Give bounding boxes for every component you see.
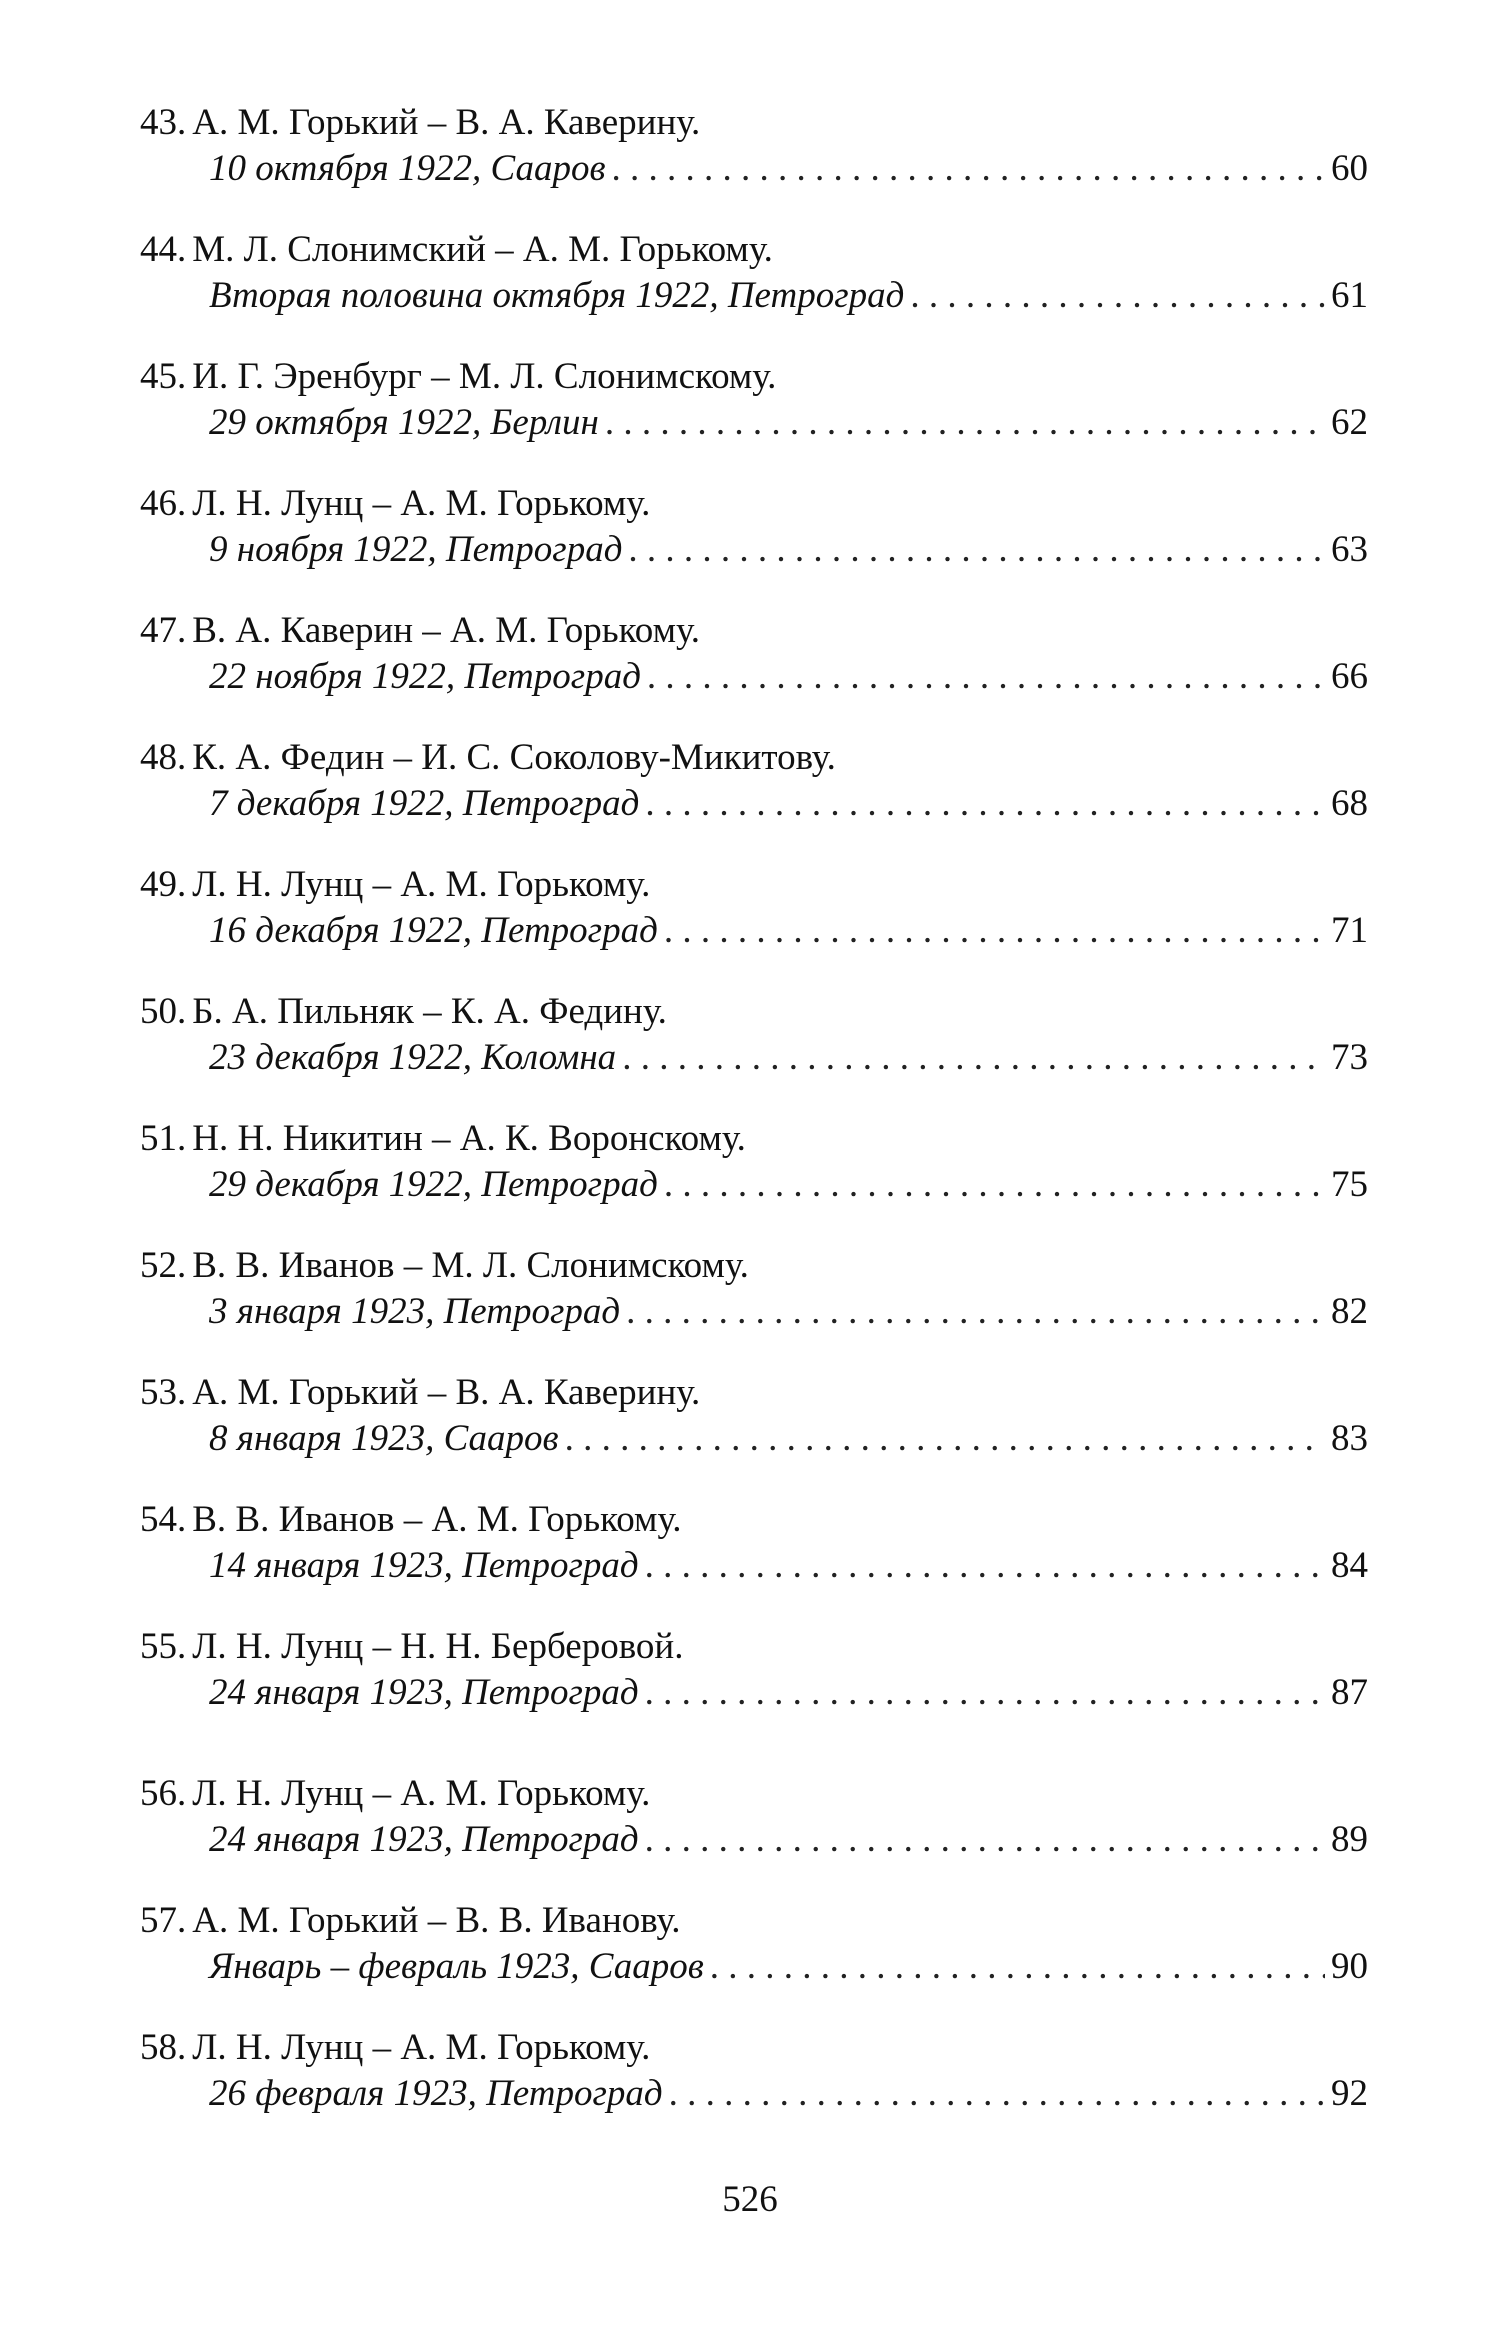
toc-entry [140,2025,1368,2152]
entry-title: К. А. Федин – И. С. Соколову-Микитову. [192,737,836,778]
entry-title: В. В. Иванов – М. Л. Слонимскому. [192,1245,749,1286]
entry-page: 75 [1331,1164,1368,1205]
entry-heading [140,354,1368,400]
dot-leader [645,1670,1325,1716]
toc-entry [140,1116,1368,1243]
entry-title: Б. А. Пильняк – К. А. Федину. [192,991,667,1032]
entry-title: В. В. Иванов – А. М. Горькому. [192,1499,682,1540]
entry-detail [209,1944,1368,1990]
entry-number: 49. [140,864,187,905]
entry-detail [209,1817,1368,1863]
entry-heading [140,1370,1368,1416]
dot-leader [645,1817,1325,1863]
entry-heading [140,227,1368,273]
entry-number: 55. [140,1626,187,1667]
entry-page: 73 [1331,1037,1368,1078]
entry-number: 45. [140,356,187,397]
toc-entry [140,608,1368,735]
entry-date-place: 10 октября 1922, Сааров [209,148,606,189]
entry-date-place: Январь – февраль 1923, Сааров [209,1946,704,1987]
page-number: 526 [722,2179,778,2220]
dot-leader [622,1035,1325,1081]
entry-page: 63 [1331,529,1368,570]
entry-detail [209,273,1368,319]
entry-heading [140,100,1368,146]
dot-leader [647,654,1325,700]
entry-detail [209,400,1368,446]
entry-title: В. А. Каверин – А. М. Горькому. [192,610,701,651]
entry-date-place: 24 января 1923, Петроград [209,1819,639,1860]
entry-detail [209,2071,1368,2117]
entry-date-place: 14 января 1923, Петроград [209,1545,639,1586]
entry-detail [209,908,1368,954]
entry-detail [209,527,1368,573]
entry-number: 58. [140,2027,187,2068]
entry-number: 43. [140,102,187,143]
entry-detail [209,1416,1368,1462]
entry-title: Н. Н. Никитин – А. К. Воронскому. [192,1118,746,1159]
entry-page: 60 [1331,148,1368,189]
entry-number: 50. [140,991,187,1032]
table-of-contents [140,100,1368,2152]
entry-date-place: 22 ноября 1922, Петроград [209,656,641,697]
entry-heading [140,1116,1368,1162]
dot-leader [612,146,1325,192]
entry-heading [140,608,1368,654]
toc-entry [140,1370,1368,1497]
entry-date-place: 3 января 1923, Петроград [209,1291,621,1332]
entry-title: А. М. Горький – В. В. Иванову. [192,1900,681,1941]
toc-entry [140,862,1368,989]
entry-page: 71 [1331,910,1368,951]
toc-entry [140,989,1368,1116]
entry-date-place: 24 января 1923, Петроград [209,1672,639,1713]
entry-page: 83 [1331,1418,1368,1459]
entry-number: 44. [140,229,187,270]
entry-detail [209,146,1368,192]
entry-date-place: 7 декабря 1922, Петроград [209,783,640,824]
entry-number: 53. [140,1372,187,1413]
entry-heading [140,1497,1368,1543]
toc-entry [140,481,1368,608]
toc-entry [140,354,1368,481]
dot-leader [669,2071,1325,2117]
entry-number: 54. [140,1499,187,1540]
dot-leader [664,908,1325,954]
entry-date-place: 29 декабря 1922, Петроград [209,1164,658,1205]
entry-title: Л. Н. Лунц – А. М. Горькому. [192,2027,651,2068]
entry-heading [140,1898,1368,1944]
entry-number: 51. [140,1118,187,1159]
entry-number: 46. [140,483,187,524]
dot-leader [664,1162,1325,1208]
toc-entry [140,735,1368,862]
entry-page: 84 [1331,1545,1368,1586]
entry-title: А. М. Горький – В. А. Каверину. [192,1372,701,1413]
dot-leader [645,1543,1325,1589]
entry-heading [140,989,1368,1035]
entry-detail [209,654,1368,700]
entry-date-place: 16 декабря 1922, Петроград [209,910,658,951]
entry-number: 56. [140,1773,187,1814]
entry-page: 82 [1331,1291,1368,1332]
entry-title: А. М. Горький – В. А. Каверину. [192,102,701,143]
dot-leader [628,527,1325,573]
dot-leader [626,1289,1325,1335]
entry-heading [140,2025,1368,2071]
toc-entry [140,1771,1368,1898]
entry-page: 66 [1331,656,1368,697]
toc-entry [140,1243,1368,1370]
entry-date-place: 26 февраля 1923, Петроград [209,2073,663,2114]
entry-title: М. Л. Слонимский – А. М. Горькому. [192,229,773,270]
entry-page: 62 [1331,402,1368,443]
entry-heading [140,735,1368,781]
entry-page: 89 [1331,1819,1368,1860]
entry-heading [140,481,1368,527]
entry-detail [209,781,1368,827]
entry-title: Л. Н. Лунц – Н. Н. Берберовой. [192,1626,684,1667]
entry-title: Л. Н. Лунц – А. М. Горькому. [192,864,651,905]
entry-date-place: Вторая половина октября 1922, Петроград [209,275,905,316]
dot-leader [710,1944,1325,1990]
dot-leader [645,781,1325,827]
entry-page: 87 [1331,1672,1368,1713]
entry-title: Л. Н. Лунц – А. М. Горькому. [192,483,651,524]
entry-number: 57. [140,1900,187,1941]
entry-date-place: 23 декабря 1922, Коломна [209,1037,617,1078]
entry-detail [209,1162,1368,1208]
toc-entry [140,1497,1368,1624]
entry-detail [209,1289,1368,1335]
entry-heading [140,862,1368,908]
entry-date-place: 29 октября 1922, Берлин [209,402,599,443]
dot-leader [565,1416,1325,1462]
toc-entry [140,1898,1368,2025]
entry-page: 90 [1331,1946,1368,1987]
entry-date-place: 8 января 1923, Сааров [209,1418,559,1459]
entry-detail [209,1035,1368,1081]
entry-page: 68 [1331,783,1368,824]
entry-title: Л. Н. Лунц – А. М. Горькому. [192,1773,651,1814]
entry-heading [140,1243,1368,1289]
entry-date-place: 9 ноября 1922, Петроград [209,529,623,570]
entry-page: 92 [1331,2073,1368,2114]
entry-title: И. Г. Эренбург – М. Л. Слонимскому. [192,356,777,397]
entry-heading [140,1771,1368,1817]
dot-leader [605,400,1325,446]
entry-page: 61 [1331,275,1368,316]
toc-entry [140,227,1368,354]
toc-entry [140,1624,1368,1751]
entry-number: 52. [140,1245,187,1286]
entry-number: 47. [140,610,187,651]
entry-heading [140,1624,1368,1670]
entry-number: 48. [140,737,187,778]
entry-detail [209,1670,1368,1716]
toc-entry [140,100,1368,227]
dot-leader [910,273,1325,319]
entry-detail [209,1543,1368,1589]
